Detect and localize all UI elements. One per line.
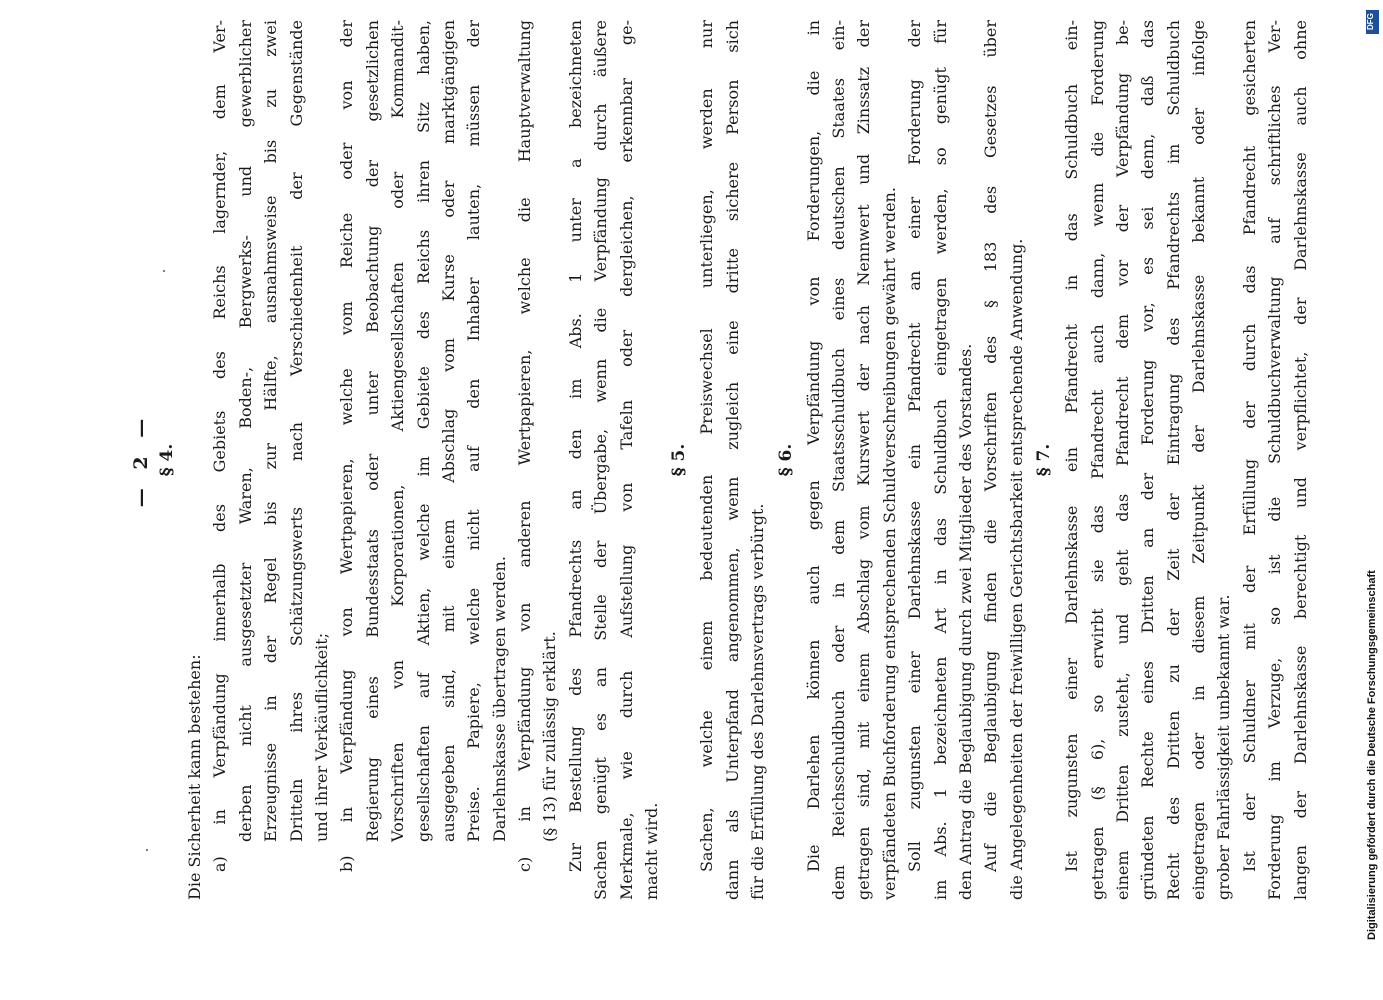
scan-speck [146,849,148,851]
text-line: gründeten Rechte eines Dritten an der Forderung vor, es sei denn, daß das [1138,20,1158,900]
text-line: den Antrag die Beglaubigung durch zwei Mitglieder des Vorstandes. [955,343,975,900]
dfg-logo: DFG [1366,10,1379,34]
text-line: Forderung im Verzuge, so ist die Schuldbuchverwaltung auf schriftliches Ver- [1265,20,1285,900]
text-line: eingetragen oder in diesem Zeitpunkt der Darlehnskasse bekannt oder infolge [1189,20,1209,900]
section-heading: § 5. [669,443,690,477]
text-line: im Abs. 1 bezeichneten Art in das Schuldbuch eingetragen werden, so genügt für [930,20,950,900]
text-line: Sachen genügt es an Stelle der Übergabe, wenn die Verpfändung durch äußere [591,20,611,900]
text-line: Sachen, welche einem bedeutenden Preiswechsel unterliegen, werden nur [697,20,717,872]
text-line: Auf die Beglaubigung finden die Vorschriften des § 183 des Gesetzes über [981,20,1001,872]
text-line: (§ 13) für zulässig erklärt. [540,631,560,842]
text-line: Preise. Papiere, welche nicht auf den Inhaber lauten, müssen der [464,20,484,842]
text-line: Erzeugnisse in der Regel bis zur Hälfte, ausnahmsweise bis zu zwei [261,20,281,842]
text-line: a) in Verpfändung innerhalb des Gebiets des Reichs lagernder, dem Ver- [210,20,230,872]
scan-speck [163,270,165,272]
text-line: macht wird. [642,802,662,900]
text-line: Vorschriften von Korporationen, Aktiengesellschaften oder Kommandit- [388,20,408,842]
digitization-note: Digitalisierung gefördert durch die Deutsche Forschungsgemeinschaft [1366,570,1378,940]
text-line: ausgegeben sind, mit einem Abschlag vom Kurse oder marktgängigen [438,20,458,842]
rotated-document-page [130,20,1310,900]
text-line: dem Reichsschuldbuch oder in dem Staatsschuldbuch eines deutschen Staates ein- [828,20,848,900]
section-heading: § 4. [157,443,177,477]
text-line: Ist der Schuldner mit der Erfüllung der durch das Pfandrecht gesicherten [1239,20,1259,872]
text-line: grober Fahrlässigkeit unbekannt war. [1214,594,1234,900]
text-line: langen der Darlehnskasse berechtigt und verpflichtet, der Darlehnskasse auch ohne [1290,20,1310,900]
text-line: dann als Unterpfand angenommen, wenn zugleich eine dritte sichere Person sich [722,20,742,900]
text-line: einem Dritten zusteht, und geht das Pfandrecht dem vor der Verpfändung be- [1112,20,1132,900]
text-line: Soll zugunsten einer Darlehnskasse ein Pfandrecht an einer Forderung der [905,20,925,872]
text-line: getragen (§ 6), so erwirbt sie das Pfandrecht auch dann, wenn die Forderung [1087,20,1107,900]
text-line: für die Erfüllung des Darlehnsvertrags verbürgt. [748,503,768,900]
document-body [156,20,1313,900]
text-line: Die Darlehen können auch gegen Verpfändung von Forderungen, die in [803,20,823,872]
section-heading: § 7. [1034,443,1055,477]
text-line: Recht des Dritten zu der Zeit der Eintragung des Pfandrechts im Schuldbuch [1163,20,1183,900]
text-line: Dritteln ihres Schätzungswerts nach Verschiedenheit der Gegenstände [286,20,306,842]
text-line: verpfändeten Buchforderung entsprechenden Schuldverschreibungen gewährt werden. [879,187,899,900]
text-line: Regierung eines Bundesstaats oder unter Beobachtung der gesetzlichen [362,20,382,842]
text-line: Merkmale, wie durch Aufstellung von Tafeln oder dergleichen, erkennbar ge- [616,20,636,900]
text-line: Darlehnskasse übertragen werden. [489,556,509,842]
text-line: Die Sicherheit kann bestehen: [185,654,204,900]
page-number: — 2 — [130,412,152,508]
text-line: b) in Verpfändung von Wertpapieren, welche vom Reiche oder von der [337,20,357,872]
text-line: Ist zugunsten einer Darlehnskasse ein Pfandrecht in das Schuldbuch ein- [1062,20,1082,872]
text-line: derben nicht ausgesetzter Waren, Boden-, Bergwerks- und gewerblicher [235,20,255,842]
section-heading: § 6. [775,443,796,477]
text-line: getragen sind, mit einem Abschlag vom Kurswert der nach Nennwert und Zinssatz der [854,20,874,900]
text-line: gesellschaften auf Aktien, welche im Gebiete des Reichs ihren Sitz haben, [413,20,433,842]
text-line: c) in Verpfändung von anderen Wertpapieren, welche die Hauptverwaltung [515,20,535,872]
text-line: Zur Bestellung des Pfandrechts an den im Abs. 1 unter a bezeichneten [565,20,585,872]
text-line: die Angelegenheiten der freiwilligen Gerichtsbarkeit entsprechende Anwendung. [1006,238,1026,900]
text-line: und ihrer Verkäuflichkeit; [311,632,331,842]
